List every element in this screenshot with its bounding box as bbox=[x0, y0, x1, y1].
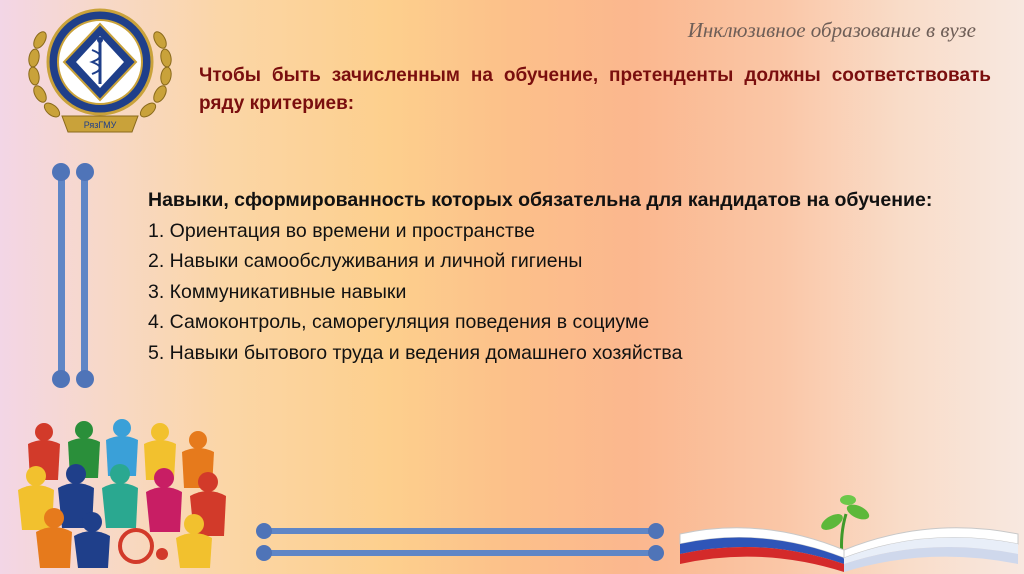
intro-text: Чтобы быть зачисленным на обучение, претенденты должны соответствовать ряду критериев: bbox=[199, 65, 991, 114]
criteria-item: 1. Ориентация во времени и пространстве bbox=[148, 219, 535, 242]
criteria-block bbox=[148, 185, 978, 368]
criteria-item: 5. Навыки бытового труда и ведения домашнего хозяйства bbox=[148, 341, 683, 364]
criteria-item: 2. Навыки самообслуживания и личной гигиены bbox=[148, 250, 583, 272]
criteria-item: 3. Коммуникативные навыки bbox=[148, 280, 407, 303]
criteria-heading: Навыки, сформированность которых обязательна для кандидатов на обучение: bbox=[148, 189, 933, 211]
left-rail-decoration bbox=[48, 160, 104, 392]
open-book-sprout-icon bbox=[672, 494, 1024, 574]
university-emblem-icon bbox=[22, 0, 178, 144]
bottom-rail-decoration bbox=[252, 521, 668, 565]
svg-text:РязГМУ: РязГМУ bbox=[83, 120, 117, 130]
people-group-icon bbox=[14, 418, 238, 568]
presentation-header-title: Инклюзивное образование в вузе bbox=[687, 18, 976, 42]
criteria-item: 4. Самоконтроль, саморегуляция поведения в социуме bbox=[148, 311, 650, 333]
